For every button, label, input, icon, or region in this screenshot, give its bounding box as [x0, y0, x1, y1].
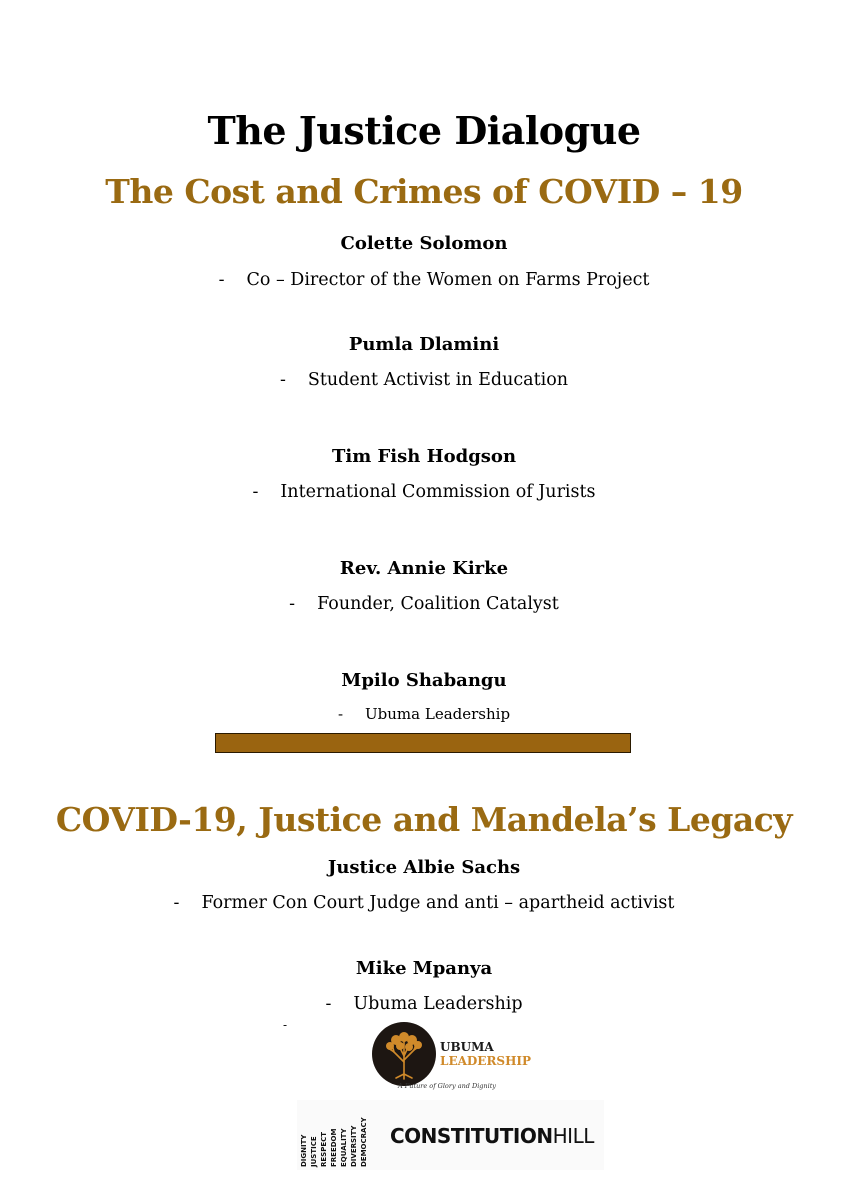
speaker-role-text: Ubuma Leadership — [353, 994, 523, 1014]
speaker-role — [0, 705, 848, 723]
speaker-role — [0, 893, 848, 913]
speaker-name: Pumla Dlamini — [348, 334, 500, 355]
speaker-role — [0, 994, 848, 1014]
ubuma-wordmark-line2: LEADERSHIP — [440, 1054, 532, 1068]
page-title: The Justice Dialogue — [207, 108, 641, 153]
speaker-name: Rev. Annie Kirke — [339, 558, 509, 579]
speaker-role-text: Ubuma Leadership — [365, 705, 511, 723]
value-word: RESPECT — [320, 1131, 328, 1167]
speaker-name: Tim Fish Hodgson — [331, 446, 517, 467]
wordmark-bold: CONSTITUTION — [390, 1124, 553, 1148]
section-heading: COVID-19, Justice and Mandela’s Legacy — [55, 800, 793, 839]
stray-dash: - — [283, 1018, 288, 1032]
speaker-role — [0, 370, 848, 390]
value-word: DIGNITY — [300, 1134, 308, 1167]
constitution-hill-values — [300, 1107, 378, 1167]
speaker-role — [0, 270, 848, 290]
speaker-role-text: Founder, Coalition Catalyst — [317, 594, 559, 614]
bullet-dash: - — [252, 482, 259, 502]
bullet-dash: - — [218, 270, 225, 290]
speaker-role — [0, 594, 848, 614]
bullet-dash: - — [289, 594, 296, 614]
speaker-role — [0, 482, 848, 502]
ubuma-wordmark-line1: UBUMA — [440, 1040, 494, 1054]
bullet-dash: - — [279, 370, 286, 390]
value-word: EQUALITY — [340, 1128, 348, 1167]
bullet-dash: - — [337, 705, 344, 723]
value-word: FREEDOM — [330, 1128, 338, 1167]
speaker-role-text: Student Activist in Education — [307, 370, 569, 390]
ubuma-tagline: A Future of Glory and Dignity — [398, 1082, 496, 1090]
value-word: JUSTICE — [310, 1136, 318, 1167]
ubuma-tree-logo-icon — [372, 1022, 436, 1086]
speaker-role-text: Former Con Court Judge and anti – apartheid activist — [201, 893, 675, 913]
speaker-role-text: International Commission of Jurists — [280, 482, 596, 502]
ubuma-wordmark — [440, 1040, 531, 1068]
value-word: DIVERSITY — [350, 1125, 358, 1167]
wordmark-light: HILL — [552, 1124, 594, 1148]
event-subtitle: The Cost and Crimes of COVID – 19 — [105, 172, 743, 211]
speaker-name: Mpilo Shabangu — [341, 670, 507, 691]
section-divider-bar — [215, 733, 631, 753]
speaker-name: Justice Albie Sachs — [327, 857, 521, 878]
speaker-role-text: Co – Director of the Women on Farms Project — [246, 270, 650, 290]
bullet-dash: - — [325, 994, 332, 1014]
speaker-name: Mike Mpanya — [355, 958, 493, 979]
speaker-name: Colette Solomon — [340, 233, 508, 254]
value-word: DEMOCRACY — [360, 1117, 368, 1167]
constitution-hill-wordmark — [390, 1124, 594, 1148]
bullet-dash: - — [173, 893, 180, 913]
